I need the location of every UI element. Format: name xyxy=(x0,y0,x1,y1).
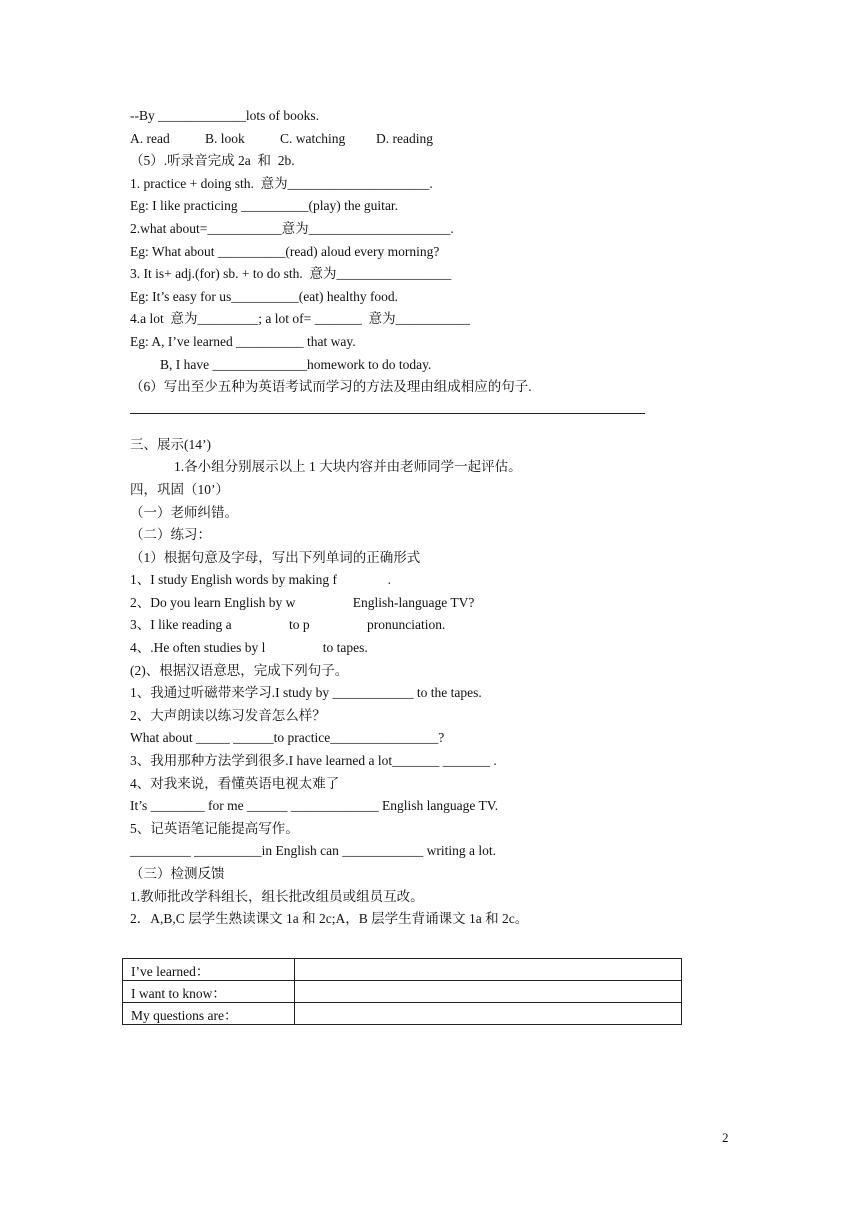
table-row xyxy=(123,981,682,1003)
text-line: B, I have ______________homework to do today. xyxy=(160,356,432,372)
exercise-item: 3、我用那种方法学到很多.I have learned a lot_______ _______ . xyxy=(130,753,497,769)
text-line: 1.各小组分别展示以上 1 大块内容并由老师同学一起评估。 xyxy=(174,459,522,475)
exercise-item: It’s ________ for me ______ _____________ English language TV. xyxy=(130,798,499,814)
exercise-item: What about _____ ______to practice________________? xyxy=(130,730,445,746)
exercise-item: 1、I study English words by making f . xyxy=(130,572,391,588)
text-line: （一）老师纠错。 xyxy=(130,504,238,520)
option-b: B. look xyxy=(205,130,245,146)
answer-rule xyxy=(130,399,645,414)
option-a: A. read xyxy=(130,130,170,146)
exercise-item: _________ __________in English can ____________ writing a lot. xyxy=(130,843,496,859)
summary-table xyxy=(122,958,682,1025)
table-label: I’ve learned： xyxy=(123,959,295,981)
choice-options xyxy=(130,128,750,151)
page-number: 2 xyxy=(722,1130,729,1145)
text-line: Eg: A, I’ve learned __________ that way. xyxy=(130,333,356,349)
exercise-item: 2、Do you learn English by w English-language TV? xyxy=(130,594,475,610)
section-heading: （5）.听录音完成 2a 和 2b. xyxy=(130,153,295,169)
table-row xyxy=(123,959,682,981)
option-d: D. reading xyxy=(376,130,433,146)
section-heading: （6）写出至少五种为英语考试而学习的方法及理由组成相应的句子. xyxy=(130,379,532,395)
text-line: 3. It is+ adj.(for) sb. + to do sth. 意为_________________ xyxy=(130,266,452,282)
exercise-item: 3、I like reading a to p pronunciation. xyxy=(130,617,446,633)
text-line: 4.a lot 意为_________; a lot of= _______ 意为___________ xyxy=(130,311,470,327)
exercise-item: 5、记英语笔记能提高写作。 xyxy=(130,820,299,836)
text-line: Eg: What about __________(read) aloud every morning? xyxy=(130,243,440,259)
section-heading: 三、展示(14’) xyxy=(130,436,211,452)
table-label: My questions are： xyxy=(123,1003,295,1025)
text-line: Eg: I like practicing __________(play) the guitar. xyxy=(130,198,399,214)
text-line: (2)、根据汉语意思，完成下列句子。 xyxy=(130,662,349,678)
table-label: I want to know： xyxy=(123,981,295,1003)
table-cell[interactable] xyxy=(295,959,682,981)
text-line: 2.what about=___________意为_____________________. xyxy=(130,220,454,236)
text-line: 1. practice + doing sth. 意为_____________________. xyxy=(130,175,433,191)
table-cell[interactable] xyxy=(295,981,682,1003)
exercise-item: 2、大声朗读以练习发音怎么样？ xyxy=(130,707,326,723)
text-line: Eg: It’s easy for us__________(eat) healthy food. xyxy=(130,288,399,304)
exercise-item: 4、对我来说，看懂英语电视太难了 xyxy=(130,775,340,791)
text-line: （三）检测反馈 xyxy=(130,866,225,881)
text-line: （1）根据句意及字母，写出下列单词的正确形式 xyxy=(130,549,421,565)
section-heading: 四，巩固（10’） xyxy=(130,481,229,497)
worksheet-content xyxy=(130,105,750,931)
table-row xyxy=(123,1003,682,1025)
exercise-item: 4、.He often studies by l to tapes. xyxy=(130,640,368,656)
table-cell[interactable] xyxy=(295,1003,682,1025)
text-line: （二）练习： xyxy=(130,527,211,543)
exercise-item: 1、我通过听磁带来学习.I study by ____________ to the tapes. xyxy=(130,685,482,701)
text-line: --By _____________lots of books. xyxy=(130,108,319,123)
text-line: 2．A,B,C 层学生熟读课文 1a 和 2c;A，B 层学生背诵课文 1a 和 2c。 xyxy=(130,911,529,927)
option-c: C. watching xyxy=(280,130,346,146)
text-line: 1.教师批改学科组长，组长批改组员或组员互改。 xyxy=(130,888,424,904)
